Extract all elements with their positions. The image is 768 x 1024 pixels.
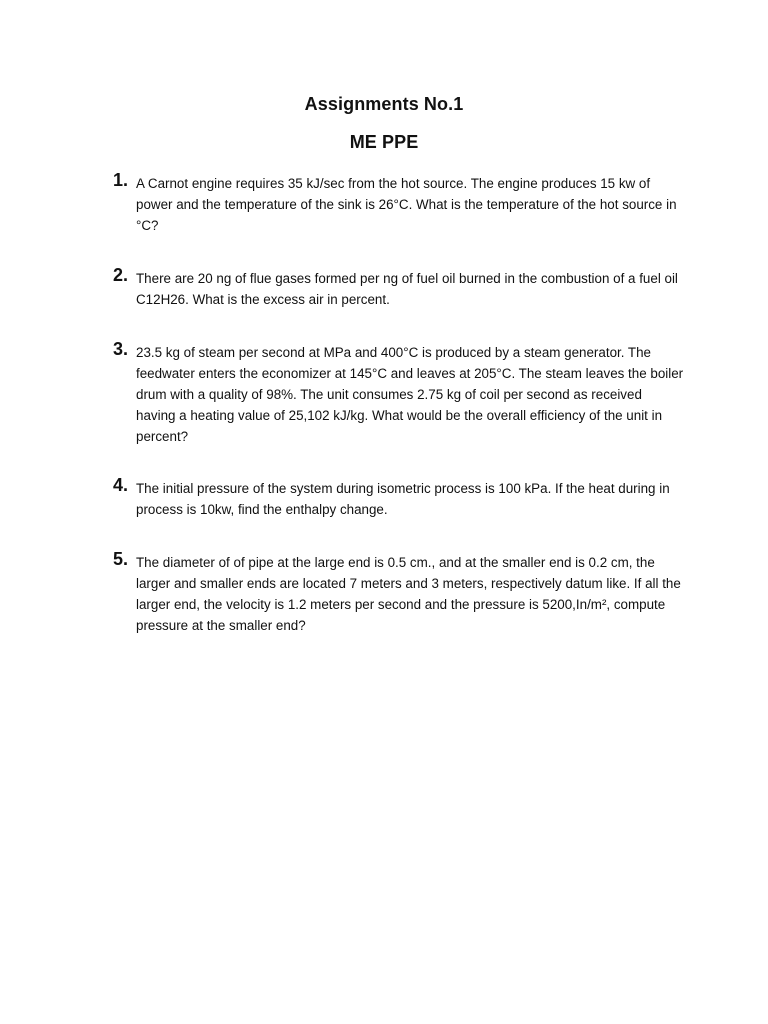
question-text: A Carnot engine requires 35 kJ/sec from the hot source. The engine produces 15 kw of power and the temperature of the sink is 26°C. What is the temperature of the hot source in °C? xyxy=(136,176,677,233)
document-title: Assignments No.1 xyxy=(304,94,464,114)
question-text: There are 20 ng of flue gases formed per ng of fuel oil burned in the combustion of a fuel oil C12H26. What is the excess air in percent. xyxy=(136,271,678,307)
document-subtitle: ME PPE xyxy=(349,132,419,152)
question-number: 1. xyxy=(113,170,129,190)
question-text: The diameter of of pipe at the large end is 0.5 cm., and at the smaller end is 0.2 cm, the larger and smaller ends are located 7 meters and 3 meters, respectively datum like. If all the larger end, the velocity is 1.2 meters per second and the pressure is 5200,In/m², compute pressure at the smaller end? xyxy=(136,555,681,633)
question-number: 2. xyxy=(113,265,129,285)
question-number: 3. xyxy=(113,339,129,359)
question-number: 4. xyxy=(113,475,129,495)
question-text: The initial pressure of the system during isometric process is 100 kPa. If the heat during in process is 10kw, find the enthalpy change. xyxy=(136,481,670,517)
question-text: 23.5 kg of steam per second at MPa and 400°C is produced by a steam generator. The feedwater enters the economizer at 145°C and leaves at 205°C. The steam leaves the boiler drum with a quality of 98%. The unit consumes 2.75 kg of coil per second as received having a heating value of 25,102 kJ/kg. What would be the overall efficiency of the unit in percent? xyxy=(136,345,684,444)
question-number: 5. xyxy=(113,549,129,569)
